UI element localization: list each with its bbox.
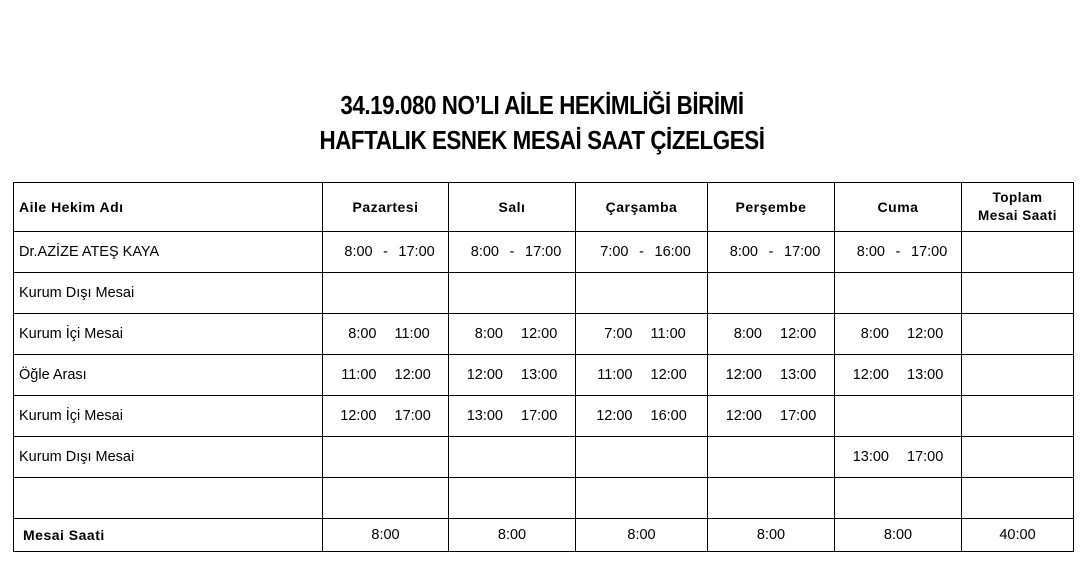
time-cell	[576, 314, 708, 355]
header-day: Cuma	[835, 183, 962, 232]
time-cell	[323, 437, 449, 478]
daily-hours: 8:00	[708, 519, 835, 552]
weekly-total: 40:00	[962, 519, 1074, 552]
header-row	[14, 183, 1074, 232]
row-label: Öğle Arası	[14, 355, 323, 396]
start-time: 8:00	[860, 326, 889, 342]
start-time: 8:00	[344, 244, 373, 260]
start-time: 12:00	[725, 408, 762, 424]
time-separator: -	[639, 244, 644, 260]
end-time: 17:00	[398, 244, 435, 260]
row-label: Kurum İçi Mesai	[14, 314, 323, 355]
end-time: 17:00	[784, 244, 821, 260]
row-label: Kurum İçi Mesai	[14, 396, 323, 437]
row-label	[14, 478, 323, 519]
end-time: 11:00	[394, 326, 430, 342]
row-total	[962, 478, 1074, 519]
end-time: 12:00	[780, 326, 817, 342]
row-total	[962, 355, 1074, 396]
time-cell	[323, 314, 449, 355]
end-time: 17:00	[525, 244, 562, 260]
time-cell	[576, 355, 708, 396]
time-cell	[708, 232, 835, 273]
time-cell	[835, 355, 962, 396]
end-time: 12:00	[650, 367, 687, 383]
time-separator: -	[895, 244, 901, 260]
start-time: 12:00	[340, 408, 377, 424]
end-time: 12:00	[907, 326, 944, 342]
time-cell	[323, 273, 449, 314]
row-label: Kurum Dışı Mesai	[14, 437, 323, 478]
header-name-col: Aile Hekim Adı	[14, 183, 323, 232]
row-total	[962, 437, 1074, 478]
header-total-line2: Mesai Saati	[977, 208, 1058, 223]
time-cell	[835, 437, 962, 478]
row-label: Kurum Dışı Mesai	[14, 273, 323, 314]
time-cell	[449, 232, 576, 273]
header-total	[962, 183, 1074, 232]
time-cell	[835, 232, 962, 273]
end-time: 12:00	[394, 367, 431, 383]
header-total-line1: Toplam	[992, 190, 1043, 205]
row-total	[962, 314, 1074, 355]
table-row	[14, 273, 1074, 314]
time-cell	[835, 396, 962, 437]
time-cell	[323, 355, 449, 396]
time-separator: -	[383, 244, 388, 260]
end-time: 17:00	[394, 408, 431, 424]
time-cell	[708, 437, 835, 478]
start-time: 12:00	[725, 367, 762, 383]
header-day: Salı	[449, 183, 576, 232]
start-time: 12:00	[852, 367, 889, 383]
start-time: 13:00	[466, 408, 503, 424]
row-total	[962, 396, 1074, 437]
start-time: 12:00	[596, 408, 633, 424]
end-time: 13:00	[907, 367, 944, 383]
start-time: 8:00	[856, 244, 885, 260]
time-cell	[835, 478, 962, 519]
end-time: 17:00	[780, 408, 817, 424]
daily-hours: 8:00	[835, 519, 962, 552]
time-cell	[708, 478, 835, 519]
start-time: 7:00	[604, 326, 633, 342]
start-time: 8:00	[470, 244, 499, 260]
start-time: 7:00	[600, 244, 629, 260]
time-cell	[449, 273, 576, 314]
table-row	[14, 437, 1074, 478]
end-time: 17:00	[907, 449, 944, 465]
daily-hours: 8:00	[449, 519, 576, 552]
time-cell	[449, 396, 576, 437]
header-day: Pazartesi	[323, 183, 449, 232]
time-separator: -	[768, 244, 774, 260]
row-total	[962, 232, 1074, 273]
footer-label: Mesai Saati	[14, 519, 323, 552]
end-time: 17:00	[521, 408, 558, 424]
table-row	[14, 478, 1074, 519]
start-time: 8:00	[474, 326, 503, 342]
end-time: 12:00	[521, 326, 558, 342]
end-time: 13:00	[521, 367, 558, 383]
time-cell	[323, 478, 449, 519]
time-cell	[323, 232, 449, 273]
start-time: 11:00	[597, 367, 633, 383]
daily-hours: 8:00	[323, 519, 449, 552]
time-cell	[449, 314, 576, 355]
table-row	[14, 355, 1074, 396]
time-cell	[835, 314, 962, 355]
daily-hours: 8:00	[576, 519, 708, 552]
time-cell	[576, 396, 708, 437]
time-cell	[708, 396, 835, 437]
end-time: 11:00	[650, 326, 686, 342]
start-time: 11:00	[341, 367, 377, 383]
start-time: 8:00	[729, 244, 758, 260]
end-time: 17:00	[911, 244, 948, 260]
title-line-1: 34.19.080 NO’LI AİLE HEKİMLİĞİ BİRİMİ	[340, 90, 744, 120]
title-line-2: HAFTALIK ESNEK MESAİ SAAT ÇİZELGESİ	[319, 125, 765, 155]
table-row	[14, 314, 1074, 355]
time-cell	[449, 478, 576, 519]
time-cell	[576, 232, 708, 273]
time-cell	[708, 273, 835, 314]
start-time: 13:00	[852, 449, 889, 465]
schedule-table	[13, 182, 1074, 552]
end-time: 16:00	[654, 244, 691, 260]
time-cell	[323, 396, 449, 437]
time-cell	[835, 273, 962, 314]
start-time: 8:00	[733, 326, 762, 342]
footer-row	[14, 519, 1074, 552]
time-cell	[576, 273, 708, 314]
time-cell	[449, 355, 576, 396]
header-day: Perşembe	[708, 183, 835, 232]
time-separator: -	[509, 244, 515, 260]
time-cell	[708, 314, 835, 355]
table-row	[14, 396, 1074, 437]
time-cell	[449, 437, 576, 478]
time-cell	[576, 478, 708, 519]
row-total	[962, 273, 1074, 314]
table-row	[14, 232, 1074, 273]
time-cell	[708, 355, 835, 396]
end-time: 16:00	[650, 408, 687, 424]
header-day: Çarşamba	[576, 183, 708, 232]
end-time: 13:00	[780, 367, 817, 383]
row-label: Dr.AZİZE ATEŞ KAYA	[14, 232, 323, 273]
time-cell	[576, 437, 708, 478]
start-time: 8:00	[348, 326, 377, 342]
start-time: 12:00	[466, 367, 503, 383]
